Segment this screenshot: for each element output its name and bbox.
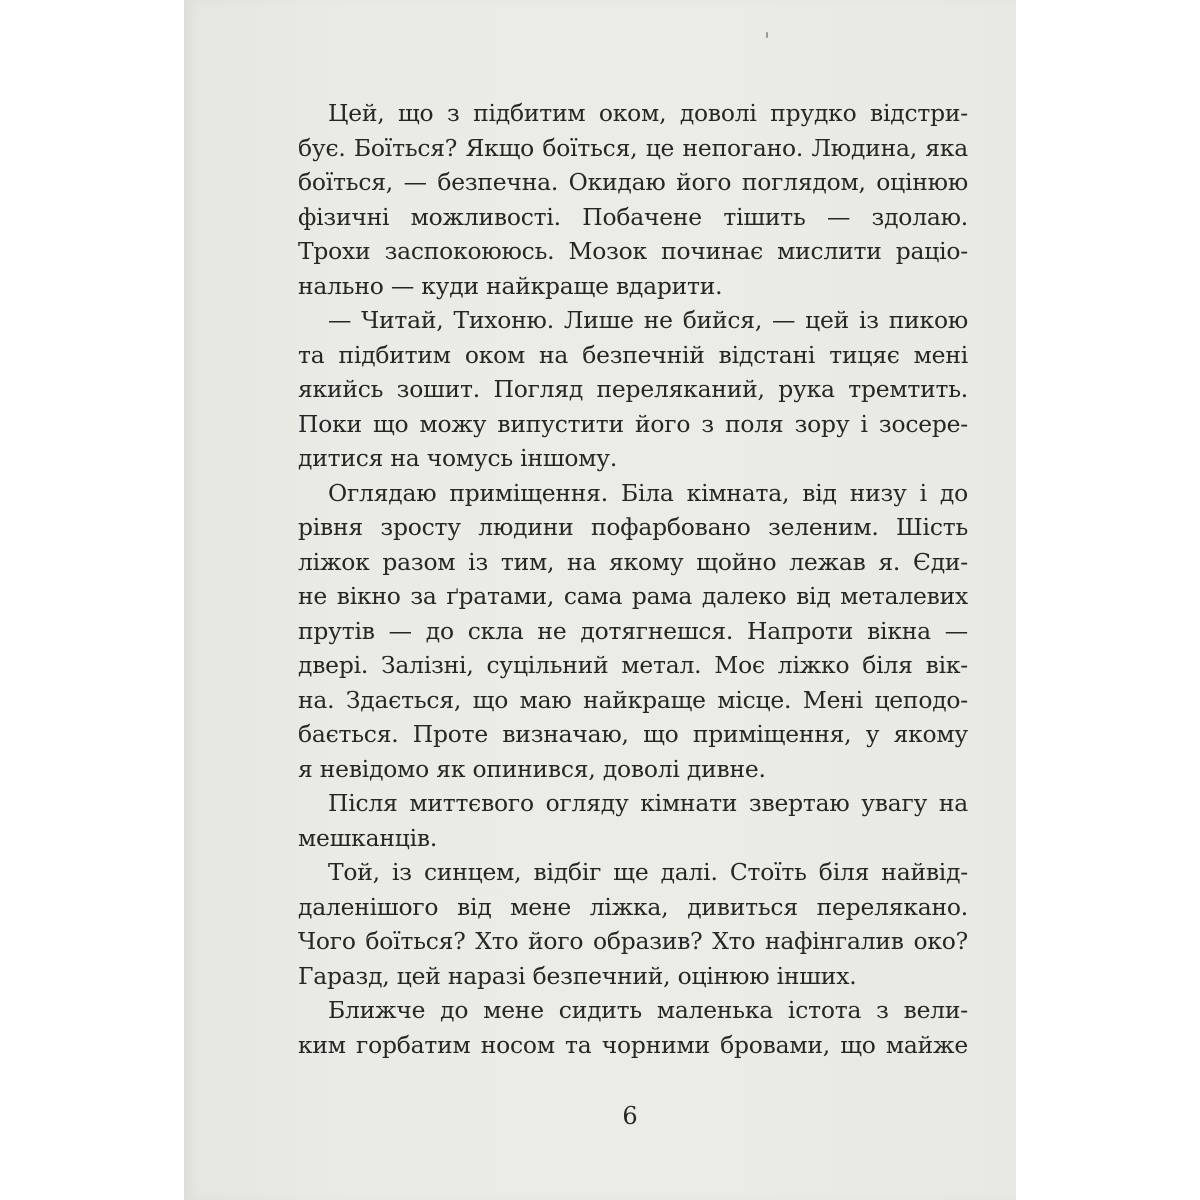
text-line: мешканців.: [298, 823, 438, 852]
text-line: Поки що можу випустити його з поля зору і зосере-: [298, 409, 968, 438]
text-line: ким горбатим носом та чорними бровами, що майже: [298, 1030, 968, 1059]
text-line: не вікно за ґратами, сама рама далеко від металевих: [298, 582, 968, 610]
text-line: та підбитим оком на безпечній відстані тицяє мені: [298, 340, 968, 369]
text-line: Ближче до мене сидить маленька істота з вели-: [328, 996, 968, 1024]
text-line: фізичні можливості. Побачене тішить — здолаю.: [298, 202, 968, 231]
text-line: бує. Боїться? Якщо боїться, це непогано. Людина, яка: [298, 133, 968, 162]
text-line: якийсь зошит. Погляд переляканий, рука тремтить.: [298, 375, 968, 403]
text-line: бається. Проте визначаю, що приміщення, у якому: [298, 720, 968, 748]
text-line: нально — куди найкраще вдарити.: [298, 271, 723, 300]
text-line: Той, із синцем, відбіг ще далі. Стоїть біля найвід-: [328, 858, 968, 886]
text-line: двері. Залізні, суцільний метал. Моє ліжко біля вік-: [298, 651, 968, 679]
text-line: я невідомо як опинився, доволі дивне.: [298, 754, 766, 783]
text-line: Після миттєвого огляду кімнати звертаю увагу на: [328, 789, 968, 817]
paper-speck: [766, 32, 768, 38]
text-line: дитися на чомусь іншому.: [298, 444, 618, 472]
text-line: на. Здається, що маю найкраще місце. Мені цеподо-: [298, 685, 968, 714]
text-line: даленішого від мене ліжка, дивиться перелякано.: [298, 892, 968, 921]
text-line: Гаразд, цей наразі безпечний, оцінюю інших.: [298, 961, 857, 990]
text-line: Чого боїться? Хто його образив? Хто нафінгалив око?: [298, 927, 968, 955]
text-line: рівня зросту людини пофарбовано зеленим. Шість: [298, 513, 968, 541]
text-line: Цей, що з підбитим оком, доволі прудко відстри-: [328, 99, 968, 127]
text-line: боїться, — безпечна. Окидаю його поглядом, оцінюю: [298, 168, 968, 196]
text-line: ліжок разом із тим, на якому щойно лежав я. Єди-: [298, 547, 968, 576]
text-line: Оглядаю приміщення. Біла кімната, від низу і до: [328, 478, 968, 507]
text-line: прутів — до скла не дотягнешся. Напроти вікна —: [298, 616, 968, 645]
text-line: Трохи заспокоююсь. Мозок починає мислити раціо-: [298, 237, 968, 265]
page-number: 6: [622, 1102, 638, 1130]
text-line: — Читай, Тихоню. Лише не бийся, — цей із пикою: [328, 306, 968, 334]
body-text: [298, 96, 968, 1062]
